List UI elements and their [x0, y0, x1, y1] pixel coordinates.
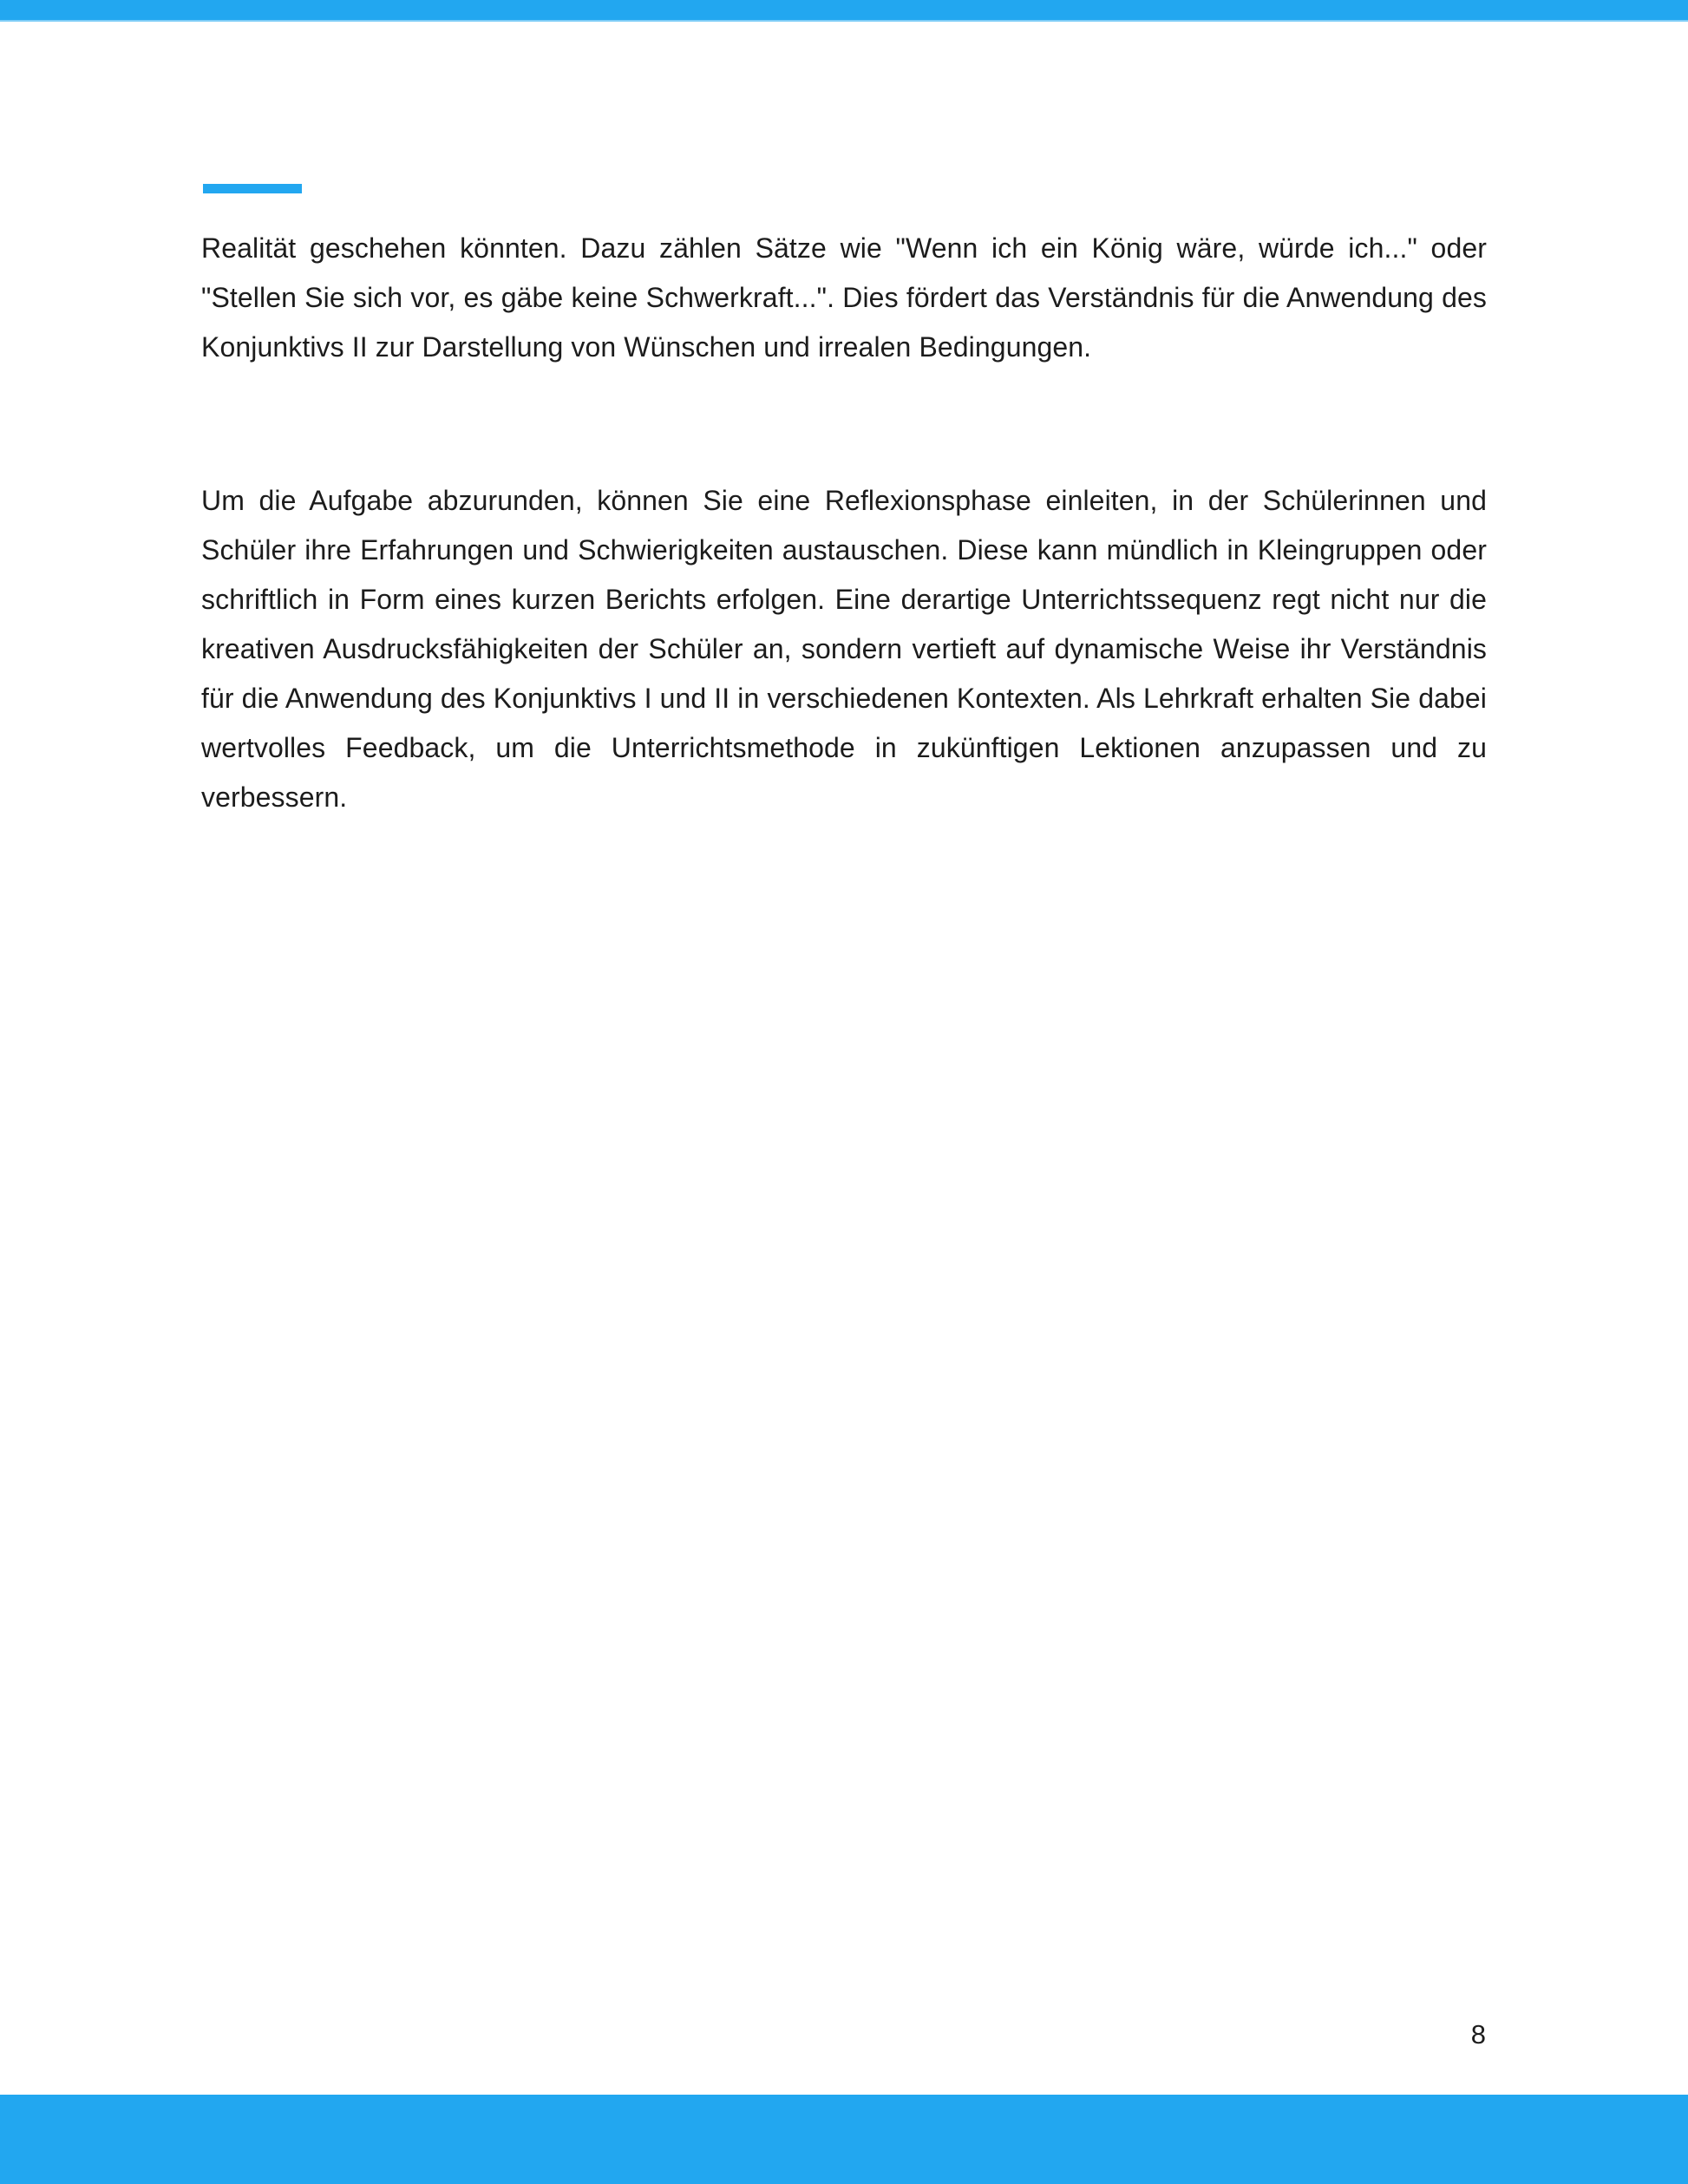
body-text-column: [201, 224, 1487, 822]
top-accent-hairline: [0, 20, 1688, 22]
body-paragraph-1: Realität geschehen könnten. Dazu zählen Sätze wie "Wenn ich ein König wäre, würde ich..." oder "Stellen Sie sich vor, es gäbe keine Schwerkraft...". Dies fördert das Verständnis für die Anwendung des Konjunktivs II zur Darstellung von Wünschen und irrealen Bedingungen.: [201, 232, 1487, 363]
top-accent-bar: [0, 0, 1688, 20]
bottom-accent-bar: [0, 2095, 1688, 2184]
body-paragraph-2: Um die Aufgabe abzurunden, können Sie eine Reflexionsphase einleiten, in der Schülerinnen und Schüler ihre Erfahrungen und Schwierigkeiten austauschen. Diese kann mündlich in Kleingruppen oder schriftlich in Form eines kurzen Berichts erfolgen. Eine derartige Unterrichtssequenz regt nicht nur die kreativen Ausdrucksfähigkeiten der Schüler an, sondern vertieft auf dynamische Weise ihr Verständnis für die Anwendung des Konjunktivs I und II in verschiedenen Kontexten. Als Lehrkraft erhalten Sie dabei wertvolles Feedback, um die Unterrichtsmethode in zukünftigen Lektionen anzupassen und zu verbessern.: [201, 485, 1487, 813]
page-number: 8: [1470, 2019, 1486, 2050]
section-accent-dash: [203, 184, 302, 193]
